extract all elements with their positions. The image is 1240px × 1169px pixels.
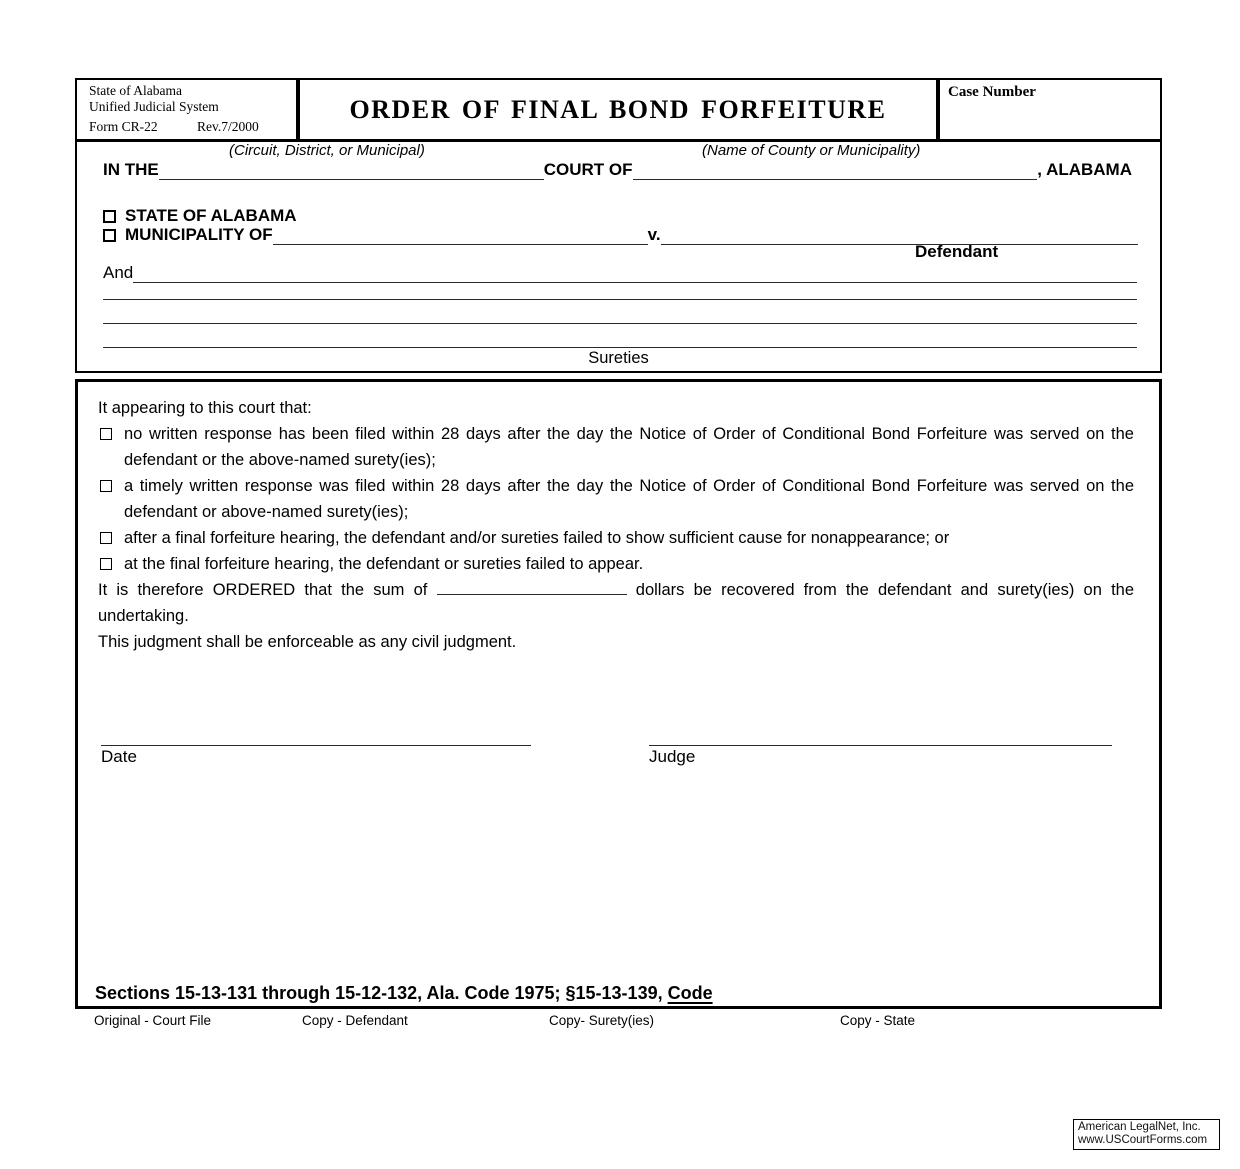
state-of-alabama-label: STATE OF ALABAMA bbox=[125, 206, 297, 225]
municipality-name-field[interactable] bbox=[273, 229, 648, 245]
copy-defendant: Copy - Defendant bbox=[302, 1013, 408, 1028]
defendant-name-field[interactable] bbox=[661, 229, 1138, 245]
municipality-label: MUNICIPALITY OF bbox=[125, 225, 273, 244]
court-line bbox=[103, 160, 1132, 180]
hint-row bbox=[77, 142, 1160, 160]
option-2-checkbox[interactable] bbox=[100, 480, 112, 492]
and-sureties-line bbox=[103, 263, 1137, 283]
form-header-row bbox=[77, 80, 1160, 142]
option-failed-to-appear bbox=[98, 551, 1134, 577]
judge-label: Judge bbox=[649, 747, 696, 766]
copy-original-court-file: Original - Court File bbox=[94, 1013, 212, 1028]
agency-line1: State of Alabama bbox=[89, 83, 182, 98]
form-revision: Rev.7/2000 bbox=[197, 119, 259, 134]
distribution-copies-row bbox=[0, 1013, 1240, 1031]
judge-signature-field[interactable] bbox=[649, 734, 1112, 746]
option-2-text: a timely written response was filed within 28 days after the day the Notice of Order of Conditional Bond Forfeiture was served on the defendant or above-named surety(ies); bbox=[124, 477, 1134, 521]
surety-line-1-field[interactable] bbox=[133, 267, 1137, 283]
surety-line-2-field[interactable] bbox=[103, 286, 1137, 300]
copy-state: Copy - State bbox=[840, 1013, 916, 1028]
form-number-row bbox=[89, 119, 286, 136]
municipality-checkbox[interactable] bbox=[103, 229, 116, 242]
option-no-response bbox=[98, 421, 1134, 473]
ordered-prefix: It is therefore ORDERED that the sum of bbox=[98, 581, 428, 599]
in-the-label: IN THE bbox=[103, 160, 159, 179]
intro-line: It appearing to this court that: bbox=[98, 399, 312, 417]
versus-label: v. bbox=[647, 225, 661, 244]
option-3-text: after a final forfeiture hearing, the defendant and/or sureties failed to show sufficient cause for nonappearance; or bbox=[124, 529, 950, 547]
order-body-box bbox=[75, 379, 1162, 1009]
date-field[interactable] bbox=[101, 734, 531, 746]
vendor-stamp bbox=[1073, 1119, 1220, 1150]
option-timely-response bbox=[98, 473, 1134, 525]
enforceability-line: This judgment shall be enforceable as any civil judgment. bbox=[98, 633, 517, 651]
copy-sureties: Copy- Surety(ies) bbox=[549, 1013, 655, 1028]
option-failed-sufficient-cause bbox=[98, 525, 1134, 551]
form-number: Form CR-22 bbox=[89, 119, 158, 134]
ordered-paragraph bbox=[98, 577, 1134, 629]
county-name-field[interactable] bbox=[633, 164, 1038, 180]
surety-line-3-field[interactable] bbox=[103, 310, 1137, 324]
sureties-label: Sureties bbox=[588, 349, 649, 367]
agency-cell bbox=[77, 80, 300, 139]
state-of-alabama-option bbox=[103, 206, 297, 226]
vendor-name: American LegalNet, Inc. bbox=[1078, 1121, 1201, 1133]
date-label: Date bbox=[101, 747, 137, 766]
statute-citation-text: Sections 15-13-131 through 15-12-132, Ala. Code 1975; §15-13-139, bbox=[95, 983, 668, 1003]
statute-code-word: Code bbox=[667, 983, 713, 1003]
option-4-checkbox[interactable] bbox=[100, 558, 112, 570]
case-caption bbox=[77, 142, 1160, 370]
option-1-text: no written response has been filed within 28 days after the day the Notice of Order of Conditional Bond Forfeiture was served on the defendant or the above-named surety(ies); bbox=[124, 425, 1134, 469]
sum-amount-field[interactable] bbox=[437, 581, 627, 595]
form-header-and-caption-box bbox=[75, 78, 1162, 373]
defendant-label: Defendant bbox=[915, 242, 999, 261]
date-signature-block bbox=[101, 734, 531, 768]
judge-signature-block bbox=[649, 734, 1112, 768]
vendor-url: www.USCourtForms.com bbox=[1078, 1134, 1208, 1146]
case-number-cell bbox=[936, 80, 1160, 139]
surety-line-4-field[interactable] bbox=[103, 334, 1137, 348]
option-4-text: at the final forfeiture hearing, the defendant or sureties failed to appear. bbox=[124, 555, 644, 573]
option-1-checkbox[interactable] bbox=[100, 428, 112, 440]
case-number-label: Case Number bbox=[948, 84, 1036, 100]
form-title: ORDER OF FINAL BOND FORFEITURE bbox=[349, 94, 887, 124]
alabama-label: , ALABAMA bbox=[1037, 160, 1132, 179]
and-label: And bbox=[103, 263, 134, 282]
state-of-alabama-checkbox[interactable] bbox=[103, 210, 116, 223]
statute-citation bbox=[95, 981, 713, 1005]
county-hint: (Name of County or Municipality) bbox=[702, 142, 921, 159]
court-name-field[interactable] bbox=[159, 164, 544, 180]
circuit-hint: (Circuit, District, or Municipal) bbox=[229, 142, 425, 159]
ordered-suffix: dollars be recovered from the defendant and surety(ies) on the undertaking. bbox=[98, 581, 1135, 625]
agency-line2: Unified Judicial System bbox=[89, 99, 219, 114]
court-of-label: COURT OF bbox=[543, 160, 633, 179]
option-3-checkbox[interactable] bbox=[100, 532, 112, 544]
